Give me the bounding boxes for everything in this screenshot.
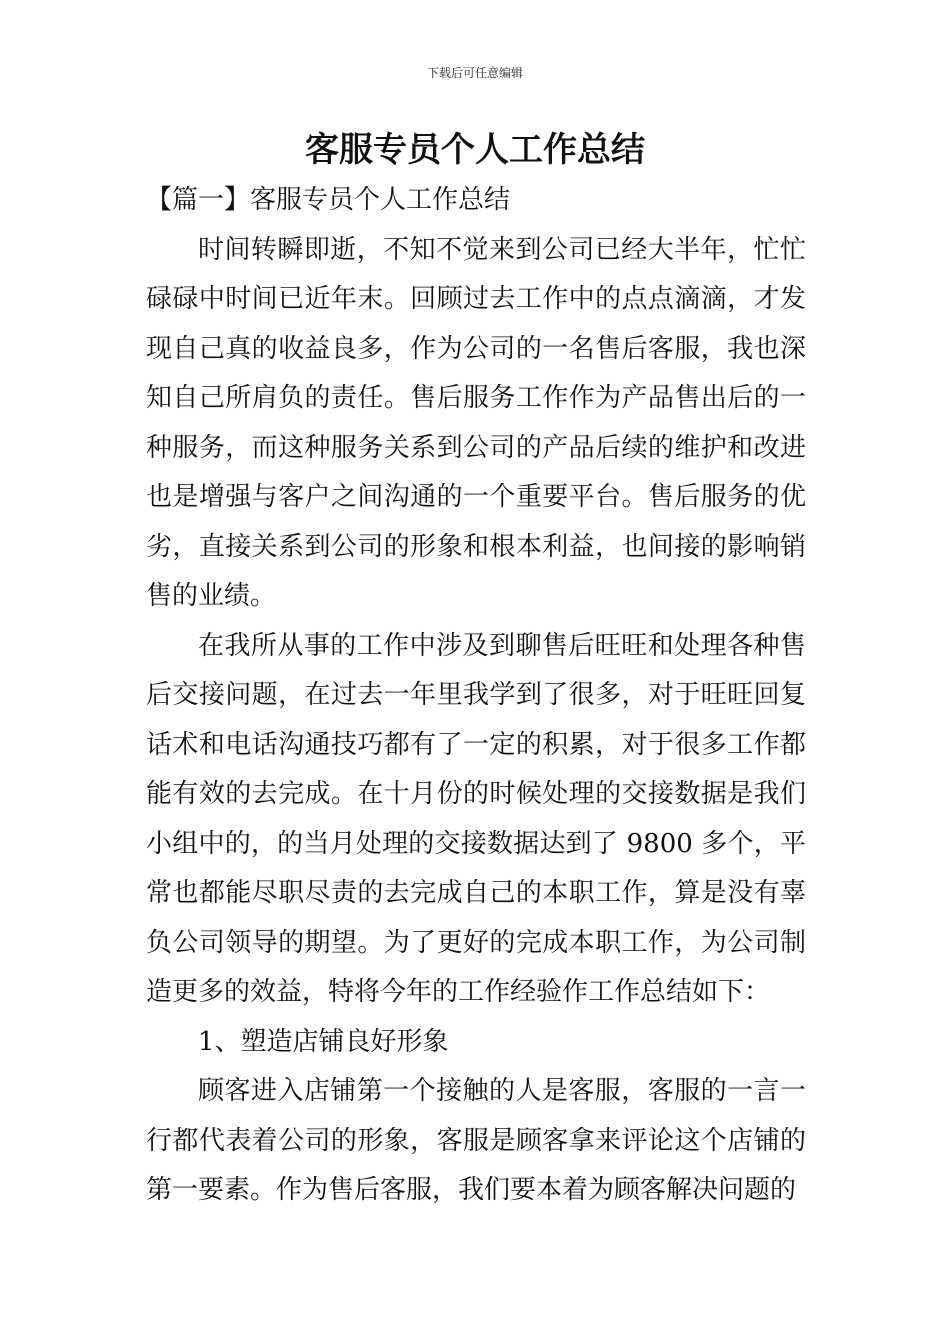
paragraph-1: 时间转瞬即逝，不知不觉来到公司已经大半年，忙忙碌碌中时间已近年末。回顾过去工作中的点点滴滴，才发现自己真的收益良多，作为公司的一名售后客服，我也深知自己所肩负的责任。售后服务工作作为产品售出后的一种服务，而这种服务关系到公司的产品后续的维护和改进也是增强与客户之间沟通的一个重要平台。售后服务的优劣，直接关系到公司的形象和根本利益，也间接的影响销售的业绩。 (146, 234, 806, 611)
section-heading: 【篇一】客服专员个人工作总结 (146, 185, 511, 215)
list-item-1: 1、塑造店铺良好形象 (198, 1026, 449, 1057)
document-body (146, 176, 806, 1216)
document-title: 客服专员个人工作总结 (305, 130, 645, 170)
header-note: 下载后可任意编辑 (426, 66, 523, 80)
paragraph-3: 顾客进入店铺第一个接触的人是客服，客服的一言一行都代表着公司的形象，客服是顾客拿来评论这个店铺的第一要素。作为售后客服，我们要本着为顾客解决问题的 (146, 1076, 806, 1205)
paragraph-2: 在我所从事的工作中涉及到聊售后旺旺和处理各种售后交接问题，在过去一年里我学到了很多，对于旺旺回复话术和电话沟通技巧都有了一定的积累，对于很多工作都能有效的去完成。在十月份的时候处理的交接数据是我们小组中的，的当月处理的交接数据达到了 9800 多个，平常也都能尽职尽责的去完成自己的本职工作，算是没有辜负公司领导的期望。为了更好的完成本职工作，为公司制造更多的效益，特将今年的工作经验作工作总结如下： (146, 630, 806, 1007)
